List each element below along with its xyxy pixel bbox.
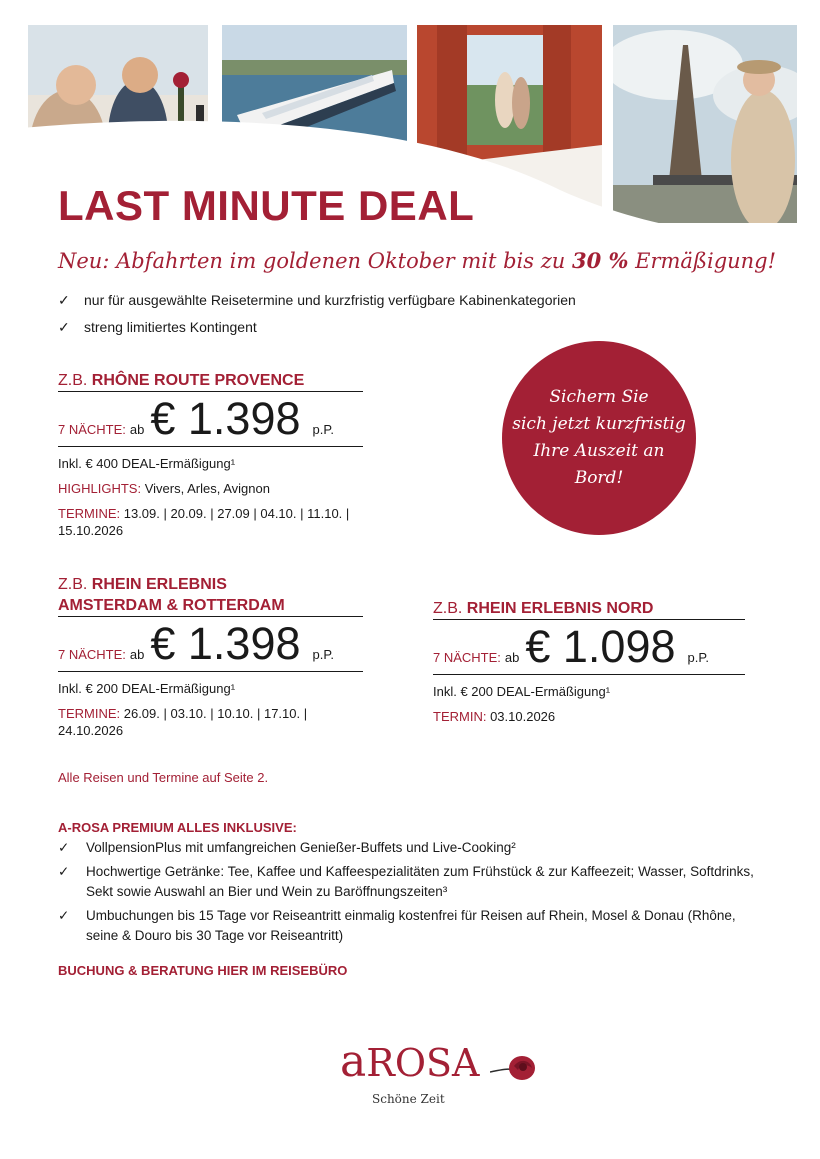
- nights-label: 7 NÄCHTE:: [58, 422, 126, 437]
- page-subtitle: Neu: Abfahrten im goldenen Oktober mit bis zu 30 % Ermäßigung!: [58, 248, 777, 273]
- dates-info: TERMINE: 26.09. | 03.10. | 10.10. | 17.10. | 24.10.2026: [58, 706, 308, 738]
- price-row: 7 NÄCHTE: ab € 1.098 p.P.: [433, 621, 709, 672]
- list-item: ✓ streng limitiertes Kontingent: [58, 319, 257, 335]
- dates-info: TERMIN: 03.10.2026: [433, 709, 556, 724]
- deal-title: Z.B. RHÔNE ROUTE PROVENCE: [58, 372, 305, 389]
- divider: [58, 671, 363, 672]
- highlights-info: HIGHLIGHTS: Vivers, Arles, Avignon: [58, 481, 270, 496]
- discount-info: Inkl. € 400 DEAL-Ermäßigung¹: [58, 456, 236, 471]
- premium-heading: A-ROSA PREMIUM ALLES INKLUSIVE:: [58, 820, 297, 835]
- deal-rhein-erlebnis-nord: [433, 598, 745, 725]
- all-trips-link: Alle Reisen und Termine auf Seite 2.: [58, 770, 269, 785]
- price-row: 7 NÄCHTE: ab € 1.398 p.P.: [58, 393, 334, 444]
- deal-rhone-route-provence: [58, 370, 363, 539]
- check-icon: ✓: [58, 864, 70, 879]
- divider: [58, 446, 363, 447]
- page-title: LAST MINUTE DEAL: [58, 182, 475, 229]
- divider: [433, 674, 745, 675]
- deal-title: Z.B. RHEIN ERLEBNIS AMSTERDAM & ROTTERDAM: [58, 576, 285, 614]
- price-row: 7 NÄCHTE: ab € 1.398 p.P.: [58, 618, 334, 669]
- deal-rhein-erlebnis-amsterdam: [58, 574, 363, 739]
- list-item: ✓ Umbuchungen bis 15 Tage vor Reiseantritt einmalig kostenfrei für Reisen auf Rhein, Mosel & Donau (Rhône, seine & Douro bis 30 Tage vor Reiseantritt): [58, 906, 758, 946]
- logo-wordmark: aROSA: [340, 1036, 480, 1087]
- price: € 1.398: [150, 618, 301, 669]
- rose-icon: [490, 1048, 536, 1088]
- discount-percent: 30 %: [571, 248, 629, 273]
- discount-info: Inkl. € 200 DEAL-Ermäßigung¹: [58, 681, 236, 696]
- dates-info: TERMINE: 13.09. | 20.09. | 27.09 | 04.10. | 11.10. | 15.10.2026: [58, 506, 350, 538]
- check-icon: ✓: [58, 319, 70, 335]
- promo-badge: Sichern Sie sich jetzt kurzfristig Ihre Auszeit an Bord!: [502, 341, 696, 535]
- nights-label: 7 NÄCHTE:: [58, 647, 126, 662]
- deal-title: Z.B. RHEIN ERLEBNIS NORD: [433, 600, 654, 617]
- check-icon: ✓: [58, 292, 70, 308]
- booking-note: BUCHUNG & BERATUNG HIER IM REISEBÜRO: [58, 963, 348, 978]
- check-icon: ✓: [58, 908, 70, 923]
- list-item: ✓ Hochwertige Getränke: Tee, Kaffee und Kaffeespezialitäten zum Frühstück & zur Kaffeezeit; Wasser, Softdrinks, Sekt sowie Auswahl an Bier und Wein zu Baröffnungszeiten³: [58, 862, 758, 902]
- premium-list: [58, 838, 758, 950]
- list-item: ✓ nur für ausgewählte Reisetermine und kurzfristig verfügbare Kabinenkategorien: [58, 292, 576, 308]
- nights-label: 7 NÄCHTE:: [433, 650, 501, 665]
- discount-info: Inkl. € 200 DEAL-Ermäßigung¹: [433, 684, 611, 699]
- check-icon: ✓: [58, 840, 70, 855]
- arosa-logo: [340, 1036, 540, 1120]
- highlight-list: [58, 292, 576, 346]
- price: € 1.398: [150, 393, 301, 444]
- logo-tagline: Schöne Zeit: [372, 1092, 445, 1106]
- price: € 1.098: [525, 621, 676, 672]
- list-item: ✓ VollpensionPlus mit umfangreichen Genießer-Buffets und Live-Cooking²: [58, 838, 758, 858]
